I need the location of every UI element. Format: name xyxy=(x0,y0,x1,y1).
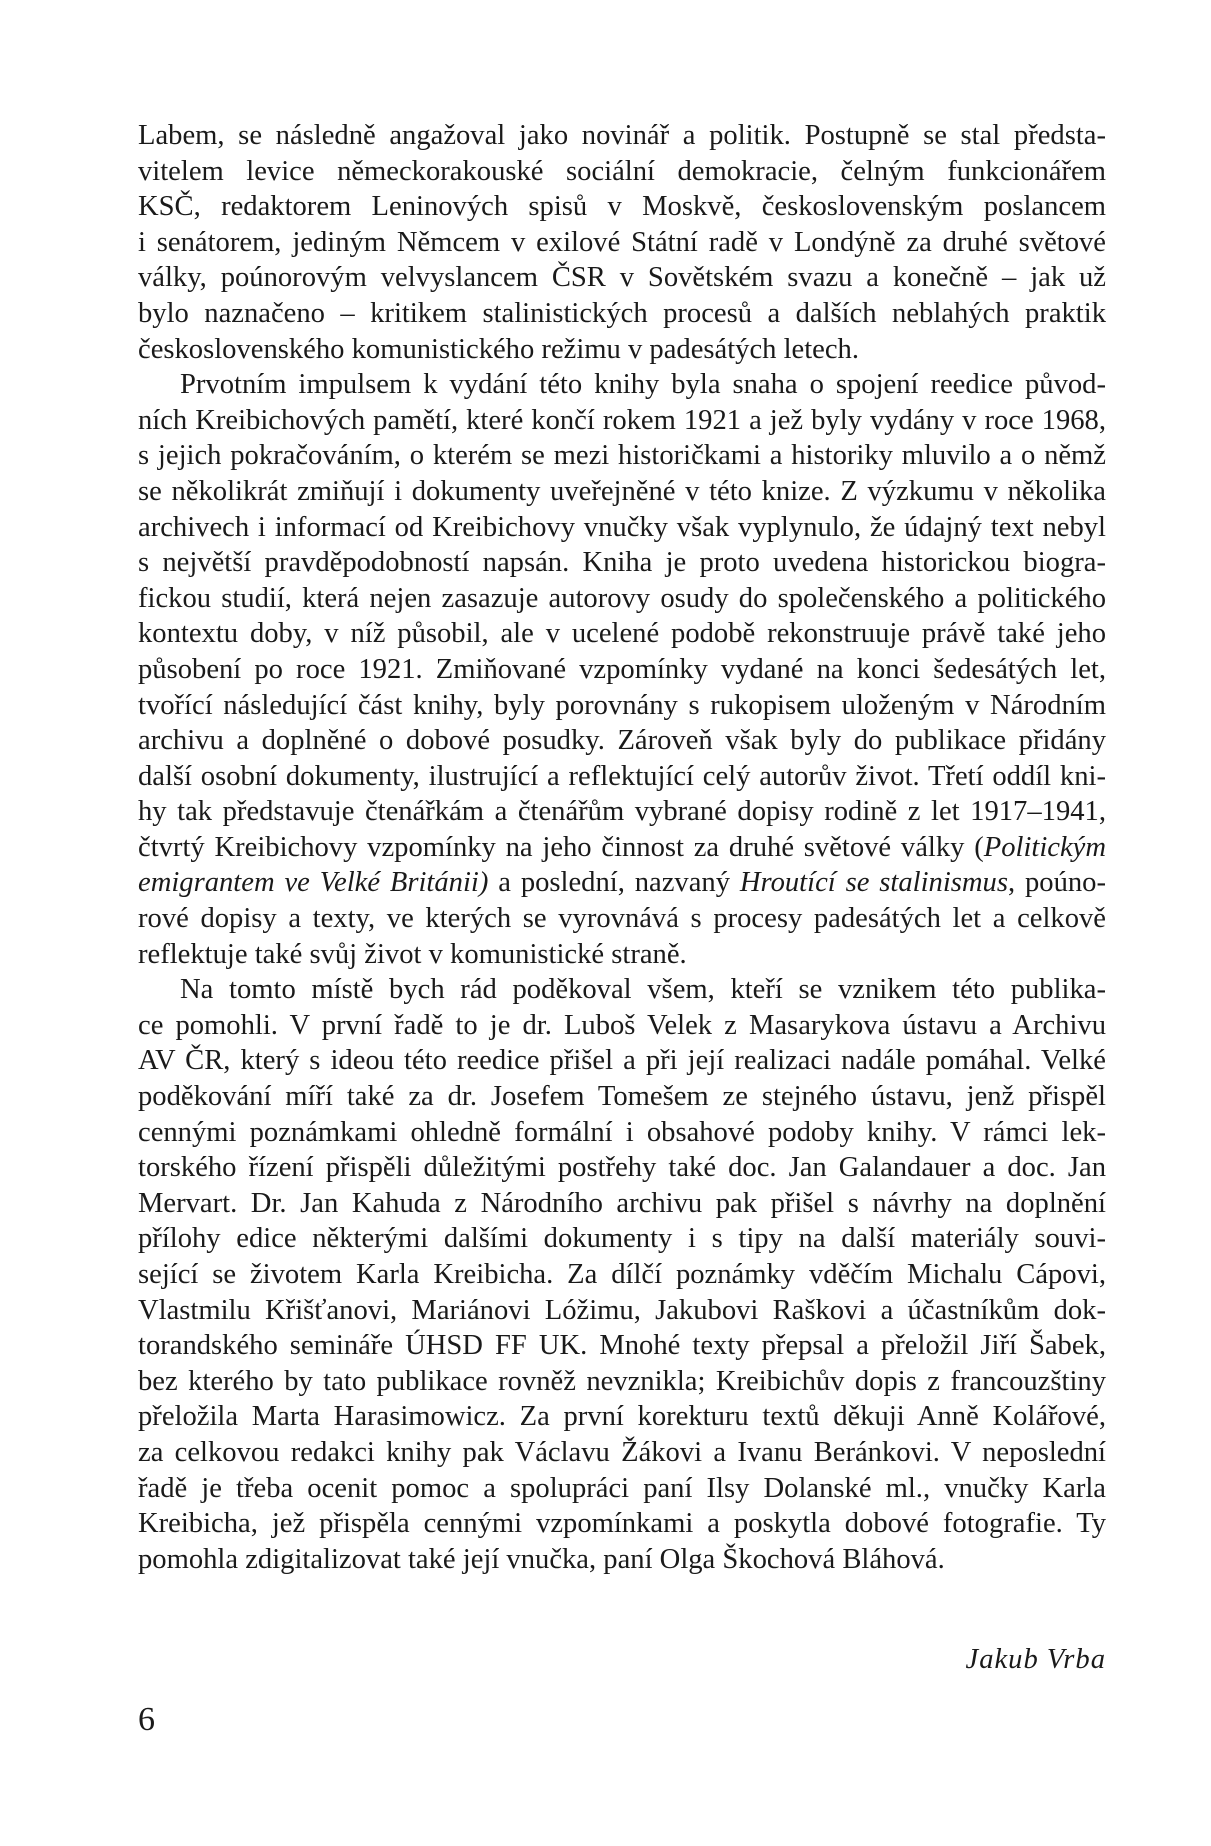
text-line: Vlastmilu Křišťanovi, Mariánovi Lóžimu, Jakubovi Raškovi a účastníkům dok- xyxy=(138,1294,1106,1326)
text-line: s největší pravděpodobností napsán. Kniha je proto uvedena historickou biogra- xyxy=(138,547,1106,579)
text-line: s jejich pokračováním, o kterém se mezi historičkami a historiky mluvilo a o němž xyxy=(138,440,1106,472)
italic-title: Hroutící se stalinismus xyxy=(739,867,1008,899)
text-line: i senátorem, jediným Němcem v exilové Státní radě v Londýně za druhé světové xyxy=(138,226,1106,258)
text-line: hy tak představuje čtenářkám a čtenářům vybrané dopisy rodině z let 1917–1941, xyxy=(138,796,1106,828)
text-line: bylo naznačeno – kritikem stalinistických procesů a dalších neblahých praktik xyxy=(138,297,1106,329)
text-line xyxy=(138,865,1106,901)
text-line: další osobní dokumenty, ilustrující a reflektující celý autorův život. Třetí oddíl kni- xyxy=(138,760,1106,792)
text-line: cennými poznámkami ohledně formální i obsahové podoby knihy. V rámci lek- xyxy=(138,1116,1106,1148)
text-line: fickou studií, která nejen zasazuje autorovy osudy do společenského a politického xyxy=(138,582,1106,614)
text-line: poděkování míří také za dr. Josefem Tomešem ze stejného ústavu, jenž přispěl xyxy=(138,1081,1106,1113)
text-line: řadě je třeba ocenit pomoc a spolupráci paní Ilsy Dolanské ml., vnučky Karla xyxy=(138,1472,1106,1504)
text-line: války, poúnorovým velvyslancem ČSR v Sovětském svazu a konečně – jak už xyxy=(138,262,1106,294)
text-line: se několikrát zmiňují i dokumenty uveřejněné v této knize. Z výzkumu v několika xyxy=(138,475,1106,507)
text-line: Prvotním impulsem k vydání této knihy byla snaha o spojení reedice původ- xyxy=(180,369,1106,401)
text-line: ních Kreibichových pamětí, které končí rokem 1921 a jež byly vydány v roce 1968, xyxy=(138,404,1106,436)
text-line: kontextu doby, v níž působil, ale v ucelené podobě rekonstruuje právě také jeho xyxy=(138,618,1106,650)
text-line: československého komunistického režimu v padesátých letech. xyxy=(138,333,859,365)
text-line: torandského semináře ÚHSD FF UK. Mnohé texty přepsal a přeložil Jiří Šabek, xyxy=(138,1330,1106,1362)
italic-title: Politickým xyxy=(983,831,1106,863)
text-segment: a poslední, nazvaný xyxy=(488,867,740,899)
page-text-body xyxy=(138,118,1106,1577)
text-line: Na tomto místě bych rád poděkoval všem, kteří se vznikem této publika- xyxy=(180,974,1106,1006)
text-line: KSČ, redaktorem Leninových spisů v Moskvě, československým poslancem xyxy=(138,191,1106,223)
author-signature: Jakub Vrba xyxy=(965,1644,1106,1675)
text-line: působení po roce 1921. Zmiňované vzpomínky vydané na konci šedesátých let, xyxy=(138,653,1106,685)
text-line: AV ČR, který s ideou této reedice přišel a při její realizaci nadále pomáhal. Velké xyxy=(138,1045,1106,1077)
text-line: Labem, se následně angažoval jako novinář a politik. Postupně se stal předsta- xyxy=(138,120,1106,151)
text-line: tvořící následující část knihy, byly porovnány s rukopisem uloženým v Národním xyxy=(138,689,1106,721)
italic-title: emigrantem ve Velké Británii) xyxy=(138,867,489,899)
text-line: archivech i informací od Kreibichovy vnučky však vyplynulo, že údajný text nebyl xyxy=(138,511,1106,543)
text-line: rové dopisy a texty, ve kterých se vyrovnává s procesy padesátých let a celkově xyxy=(138,903,1106,935)
text-line: přeložila Marta Harasimowicz. Za první korekturu textů děkuji Anně Kolářové, xyxy=(138,1401,1106,1433)
text-line: bez kterého by tato publikace rovněž nevznikla; Kreibichův dopis z francouzštiny xyxy=(138,1365,1106,1397)
text-line: torského řízení přispěli důležitými postřehy také doc. Jan Galandauer a doc. Jan xyxy=(138,1152,1106,1184)
page-number: 6 xyxy=(138,1701,155,1738)
text-line: reflektuje také svůj život v komunistické straně. xyxy=(138,938,687,970)
text-line xyxy=(138,830,1106,866)
text-line: přílohy edice některými dalšími dokumenty i s tipy na další materiály souvi- xyxy=(138,1223,1106,1255)
text-line: za celkovou redakci knihy pak Václavu Žákovi a Ivanu Beránkovi. V neposlední xyxy=(138,1436,1106,1468)
text-line: archivu a doplněné o dobové posudky. Zároveň však byly do publikace přidány xyxy=(138,725,1106,757)
text-segment: , poúno- xyxy=(1007,867,1106,899)
text-segment: čtvrtý Kreibichovy vzpomínky na jeho činnost za druhé světové války ( xyxy=(138,831,984,863)
text-line: pomohla zdigitalizovat také její vnučka, paní Olga Škochová Bláhová. xyxy=(138,1543,945,1575)
text-line: sející se životem Karla Kreibicha. Za dílčí poznámky vděčím Michalu Cápovi, xyxy=(138,1259,1106,1290)
text-line: ce pomohli. V první řadě to je dr. Luboš Velek z Masarykova ústavu a Archivu xyxy=(138,1009,1106,1041)
text-line: vitelem levice německorakouské sociální demokracie, čelným funkcionářem xyxy=(138,155,1106,187)
text-line: Mervart. Dr. Jan Kahuda z Národního archivu pak přišel s návrhy na doplnění xyxy=(138,1187,1106,1219)
text-line: Kreibicha, jež přispěla cennými vzpomínkami a poskytla dobové fotografie. Ty xyxy=(138,1508,1106,1540)
